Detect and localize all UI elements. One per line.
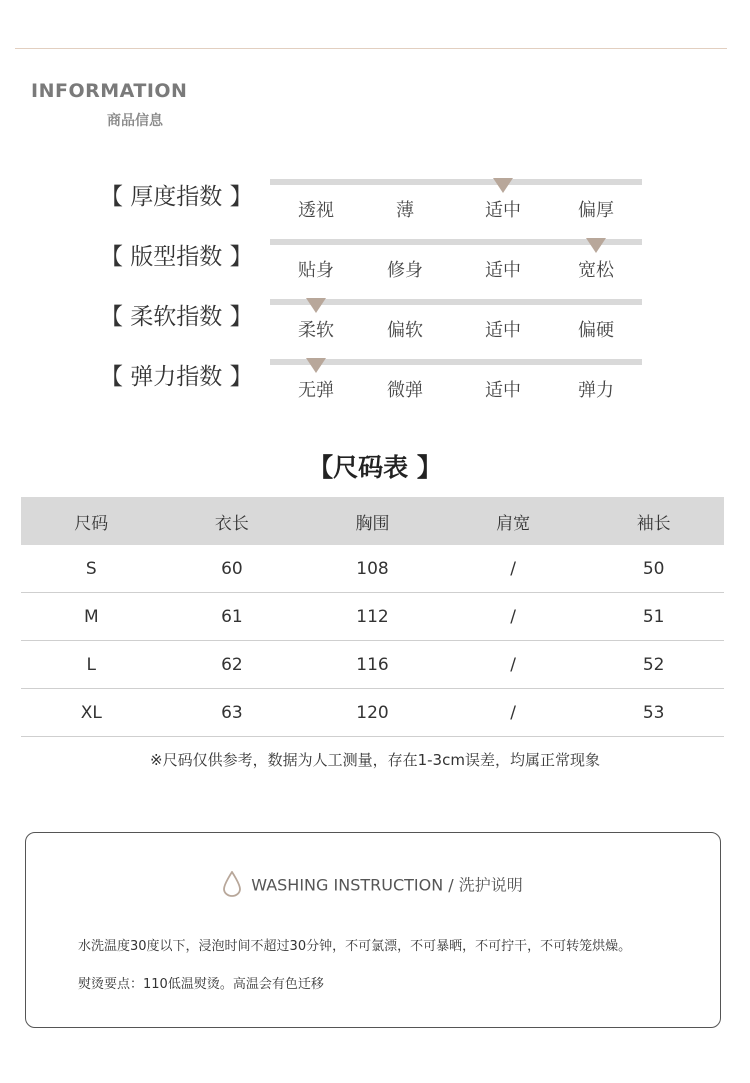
index-row xyxy=(0,358,750,418)
table-cell: 62 xyxy=(162,641,303,689)
header-length: 衣长 xyxy=(162,497,303,545)
index-scale-label: 偏软 xyxy=(387,320,423,341)
table-cell: 108 xyxy=(302,545,443,593)
index-scale-label: 微弹 xyxy=(387,380,423,401)
index-marker-triangle-icon xyxy=(493,178,513,193)
index-row xyxy=(0,238,750,298)
table-cell: 50 xyxy=(583,545,724,593)
table-cell: 63 xyxy=(162,689,303,737)
index-marker-triangle-icon xyxy=(586,238,606,253)
table-cell: / xyxy=(443,545,584,593)
table-cell: 51 xyxy=(583,593,724,641)
table-cell: / xyxy=(443,641,584,689)
table-cell: 52 xyxy=(583,641,724,689)
header-sleeve: 袖长 xyxy=(583,497,724,545)
table-cell: M xyxy=(21,593,162,641)
table-row xyxy=(21,593,724,641)
index-scale-label: 薄 xyxy=(396,200,414,221)
index-scale-bar xyxy=(270,179,642,185)
index-scale-label: 修身 xyxy=(387,260,423,281)
table-cell: 61 xyxy=(162,593,303,641)
index-scale-label: 贴身 xyxy=(298,260,334,281)
index-name: 【 弹力指数 】 xyxy=(100,364,253,390)
header-size: 尺码 xyxy=(21,497,162,545)
size-table-header xyxy=(21,497,724,545)
info-subtitle: 商品信息 xyxy=(107,113,163,129)
index-marker-triangle-icon xyxy=(306,358,326,373)
water-drop-icon xyxy=(223,871,241,901)
index-scale-label: 适中 xyxy=(485,200,521,221)
size-chart-title: 【尺码表 】 xyxy=(308,453,442,482)
index-scale-label: 偏硬 xyxy=(578,320,614,341)
index-scale-label: 透视 xyxy=(298,200,334,221)
header-chest: 胸围 xyxy=(302,497,443,545)
washing-heading: WASHING INSTRUCTION / 洗护说明 xyxy=(251,875,523,895)
table-cell: 116 xyxy=(302,641,443,689)
index-scale-label: 适中 xyxy=(485,320,521,341)
table-cell: 60 xyxy=(162,545,303,593)
info-title: INFORMATION xyxy=(31,80,188,102)
table-cell: 120 xyxy=(302,689,443,737)
size-table xyxy=(21,497,724,737)
header-shoulder: 肩宽 xyxy=(443,497,584,545)
washing-heading-row xyxy=(26,871,720,901)
table-row xyxy=(21,689,724,737)
table-cell: S xyxy=(21,545,162,593)
table-cell: 53 xyxy=(583,689,724,737)
index-name: 【 柔软指数 】 xyxy=(100,304,253,330)
index-name: 【 版型指数 】 xyxy=(100,244,253,270)
index-scale-label: 宽松 xyxy=(578,260,614,281)
size-note: ※尺码仅供参考，数据为人工测量，存在1-3cm误差，均属正常现象 xyxy=(150,751,600,769)
index-name: 【 厚度指数 】 xyxy=(100,184,253,210)
index-scale-label: 弹力 xyxy=(578,380,614,401)
table-row xyxy=(21,545,724,593)
top-divider xyxy=(15,48,727,49)
index-row xyxy=(0,178,750,238)
table-cell: / xyxy=(443,689,584,737)
index-scale-label: 柔软 xyxy=(298,320,334,341)
washing-instruction-box xyxy=(25,832,721,1028)
table-cell: 112 xyxy=(302,593,443,641)
table-cell: L xyxy=(21,641,162,689)
washing-text-1: 水洗温度30度以下，浸泡时间不超过30分钟，不可氯漂，不可暴晒，不可拧干，不可转笼烘燥。 xyxy=(78,939,632,954)
index-row xyxy=(0,298,750,358)
table-cell: / xyxy=(443,593,584,641)
table-cell: XL xyxy=(21,689,162,737)
washing-text-2: 熨烫要点：110低温熨烫。高温会有色迁移 xyxy=(78,977,324,992)
index-scale-label: 无弹 xyxy=(298,380,334,401)
index-marker-triangle-icon xyxy=(306,298,326,313)
index-scale-label: 偏厚 xyxy=(578,200,614,221)
index-scale-label: 适中 xyxy=(485,380,521,401)
table-row xyxy=(21,641,724,689)
index-scale-label: 适中 xyxy=(485,260,521,281)
